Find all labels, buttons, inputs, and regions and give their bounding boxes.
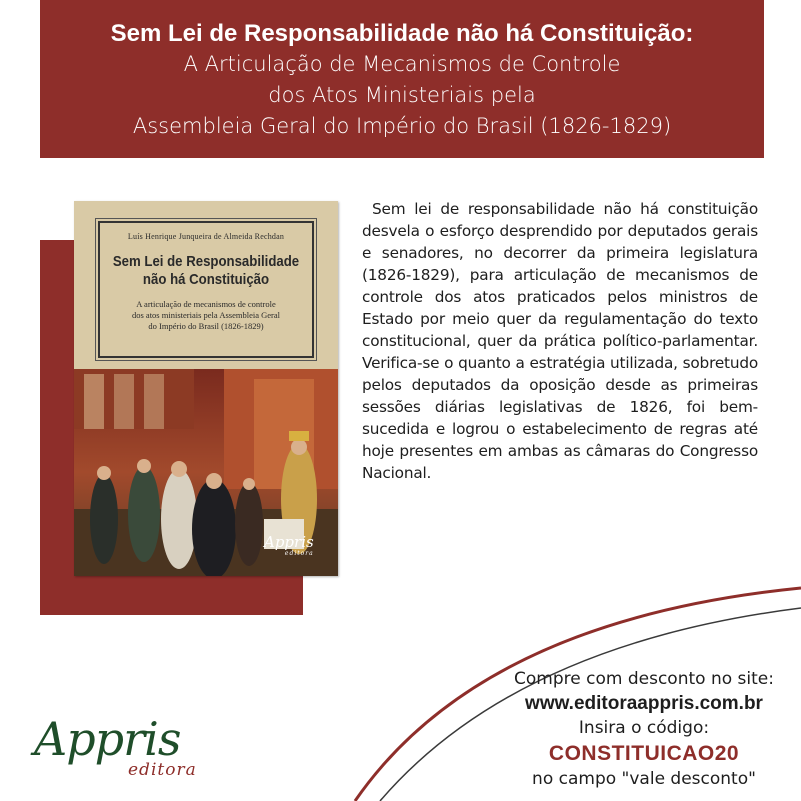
header-subtitle-line-2: dos Atos Ministeriais pela — [268, 83, 536, 107]
promo-line-3: Insira o código: — [578, 718, 710, 738]
promo-line-1: Compre com desconto no site: — [514, 669, 774, 689]
cover-publisher-logo — [264, 533, 314, 560]
promo-site-link[interactable]: www.editoraappris.com.br — [525, 693, 763, 714]
cover-author: Luís Henrique Junqueira de Almeida Rechdan — [127, 232, 285, 241]
promo-line-5: no campo "vale desconto" — [532, 769, 756, 789]
book-cover[interactable] — [74, 201, 338, 576]
book-description: Sem lei de responsabilidade não há constituição desvela o esforço desprendido por deputados gerais e senadores, no decorrer da primeira legislatura (1826-1829), para articulação de mecanismos de controle dos atos praticados pelos ministros de Estado por meio quer da regulamentação do texto constitucional, quer da prática político-parlamentar. Verifica-se o quanto a estratégia utilizada, sobretudo pelos deputados da oposição desde as primeiras sessões diárias legislativas de 1826, foi bem-sucedida e logrou o estabelecimento de regras até hoje presentes em ambas as câmaras do Congresso Nacional. — [362, 200, 758, 482]
promo-code[interactable]: CONSTITUICAO20 — [548, 742, 740, 765]
cover-subtitle-line-3: do Império do Brasil (1826-1829) — [148, 321, 264, 331]
brand-logo-sub: editora — [128, 760, 197, 780]
header-subtitle-line-1: A Articulação de Mecanismos de Controle — [183, 52, 621, 76]
cover-subtitle — [100, 299, 312, 332]
cover-title — [113, 253, 300, 289]
cover-subtitle-line-2: dos atos ministeriais pela Assembleia Geral — [131, 310, 280, 320]
cover-title-line-1: Sem Lei de Responsabilidade — [112, 253, 300, 270]
cover-publisher-logo-sub: editora — [284, 550, 314, 557]
cover-title-frame — [98, 221, 314, 358]
cover-title-line-2: não há Constituição — [142, 271, 270, 288]
cover-subtitle-line-1: A articulação de mecanismos de controle — [136, 299, 276, 309]
brand-logo-name: Appris — [34, 712, 181, 766]
header-subtitle-line-3: Assembleia Geral do Império do Brasil (1826-1829) — [132, 114, 672, 138]
brand-logo[interactable] — [34, 712, 204, 792]
header-title: Sem Lei de Responsabilidade não há Constituição: — [110, 20, 694, 47]
cover-publisher-logo-name: Appris — [264, 533, 314, 551]
promo-block — [508, 668, 780, 791]
header-banner — [40, 0, 764, 158]
